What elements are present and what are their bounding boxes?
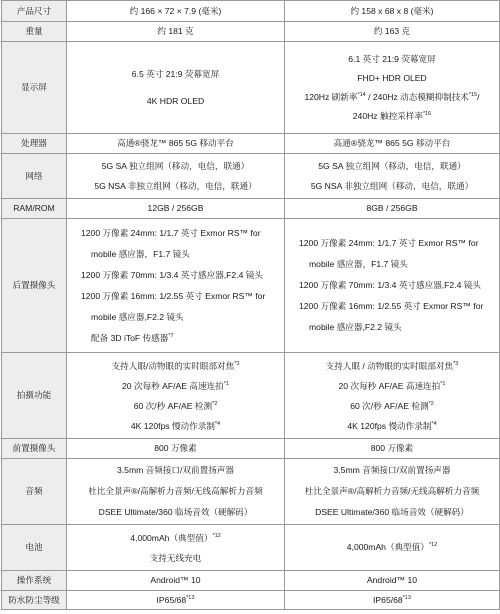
spec-value-a: 12GB / 256GB [67, 199, 285, 219]
spec-line: 6.1 英寸 21:9 荧幕宽屏 [348, 53, 436, 64]
spec-line: mobile 感应器,F2.2 镜头 [91, 311, 184, 322]
spec-line [69, 416, 282, 436]
footnote-mark: *2 [428, 400, 434, 407]
footnote-mark: *4 [431, 420, 437, 427]
spec-comparison-table [1, 0, 500, 610]
spec-line: 1200 万像素 70mm: 1/3.4 英寸感应器,F2.4 镜头 [81, 269, 263, 280]
row-label: 显示屏 [2, 42, 67, 134]
row-front-camera [2, 439, 500, 459]
spec-line [69, 356, 282, 376]
spec-value-a [67, 459, 285, 525]
spec-line: 4K HDR OLED [146, 95, 205, 106]
spec-value-a [67, 353, 285, 439]
spec-line: FHD+ HDR OLED [357, 72, 427, 83]
row-label: 后置摄像头 [2, 219, 67, 353]
spec-line: DSEE Ultimate/360 临场音效（硬解码） [315, 507, 469, 517]
footnote-mark: *2 [212, 400, 218, 407]
spec-text: 120Hz 刷新率 [304, 91, 358, 102]
row-audio [2, 459, 500, 525]
spec-line [287, 356, 497, 376]
spec-line [287, 107, 497, 126]
spec-value-b [285, 154, 500, 199]
spec-value-a: 800 万像素 [67, 439, 285, 459]
spec-line [287, 88, 497, 107]
row-label: 前置摄像头 [2, 439, 67, 459]
row-rear-camera [2, 219, 500, 353]
spec-line: 5G SA 独立组网（移动，电信，联通） [101, 161, 250, 171]
spec-line [81, 328, 282, 349]
spec-line: 1200 万像素 24mm: 1/1.7 英寸 Exmor RS™ for [81, 227, 261, 238]
spec-line [287, 396, 497, 416]
row-label: 音频 [2, 459, 67, 525]
spec-text: 20 次每秒 AF/AE 高速连拍 [122, 380, 224, 391]
spec-value-b: 约 158 x 68 x 8 (毫米) [285, 1, 500, 22]
footnote-mark: *1 [223, 380, 229, 387]
spec-text: 支持人眼/动物眼的实时眼部对焦 [111, 360, 235, 371]
row-weight [2, 22, 500, 42]
spec-value-a [67, 154, 285, 199]
spec-value-b: 高通®骁龙™ 865 5G 移动平台 [285, 134, 500, 154]
row-dimensions [2, 1, 500, 22]
spec-text: IP65/68 [373, 594, 403, 605]
spec-value-b [285, 525, 500, 571]
row-battery [2, 525, 500, 571]
footnote-mark: *13 [402, 594, 411, 601]
spec-value-b: 约 163 克 [285, 22, 500, 42]
footnote-mark: *3 [234, 360, 240, 367]
spec-line: 6.5 英寸 21:9 荧幕宽屏 [131, 68, 220, 79]
footnote-mark: *16 [422, 110, 432, 117]
spec-value-b: Android™ 10 [285, 571, 500, 591]
spec-text: 4K 120fps 慢动作录制 [347, 420, 432, 431]
spec-line: 3.5mm 音频接口/双前置扬声器 [117, 465, 234, 475]
spec-line [69, 376, 282, 396]
row-label: 防水防尘等级 [2, 591, 67, 610]
spec-value-a [67, 42, 285, 134]
spec-value-b [285, 459, 500, 525]
spec-line [287, 376, 497, 396]
footnote-mark: *3 [453, 360, 459, 367]
spec-text: 支持人眼 / 动物眼的实时眼部对焦 [325, 360, 454, 371]
spec-line [287, 416, 497, 436]
row-label: 处理器 [2, 134, 67, 154]
row-shooting-features [2, 353, 500, 439]
spec-text: 60 次/秒 AF/AE 检测 [350, 400, 429, 411]
row-processor [2, 134, 500, 154]
spec-line: 1200 万像素 24mm: 1/1.7 英寸 Exmor RS™ for [299, 238, 479, 248]
spec-value-b [285, 219, 500, 353]
spec-text: 4,000mAh（典型值） [130, 532, 213, 543]
row-display [2, 42, 500, 134]
spec-line: 5G NSA 非独立组网（移动，电信，联通） [94, 181, 257, 191]
footnote-mark: *15 [468, 91, 478, 98]
spec-text: 配备 3D iToF 传感器 [91, 332, 169, 343]
row-label: RAM/ROM [2, 199, 67, 219]
row-label: 网络 [2, 154, 67, 199]
row-os [2, 571, 500, 591]
spec-line: mobile 感应器，F1.7 镜头 [91, 248, 190, 259]
row-label: 电池 [2, 525, 67, 571]
footnote-mark: *12 [428, 542, 438, 549]
spec-value-b: 8GB / 256GB [285, 199, 500, 219]
row-label: 重量 [2, 22, 67, 42]
spec-line: 1200 万像素 16mm: 1/2.55 英寸 Exmor RS™ for [81, 290, 266, 301]
spec-line: 杜比全景声®/高解析力音频/无线高解析力音频 [304, 486, 480, 496]
spec-line: 支持无线充电 [149, 552, 202, 563]
footnote-mark: *4 [214, 420, 221, 427]
spec-text: 60 次/秒 AF/AE 检测 [133, 400, 213, 411]
spec-text: 4K 120fps 慢动作录制 [130, 420, 215, 431]
spec-value-b [285, 591, 500, 610]
spec-text: 4,000mAh（典型值） [346, 542, 429, 553]
spec-value-a: 约 181 克 [67, 22, 285, 42]
spec-value-a: 高通®骁龙™ 865 5G 移动平台 [67, 134, 285, 154]
spec-line: 5G NSA 非独立组网（移动，电信，联通） [310, 181, 474, 191]
spec-line [69, 528, 282, 548]
row-ip-rating [2, 591, 500, 610]
spec-line: 5G SA 独立组网（移动，电信，联通） [318, 161, 466, 171]
spec-line [69, 396, 282, 416]
spec-line: mobile 感应器,F2.2 镜头 [309, 322, 402, 332]
spec-value-a [67, 591, 285, 610]
spec-line: 1200 万像素 70mm: 1/3.4 英寸感应器,F2.4 镜头 [299, 280, 481, 290]
footnote-mark: *1 [440, 380, 446, 387]
footnote-mark: *7 [168, 332, 174, 339]
footnote-mark: *12 [212, 532, 221, 539]
spec-line: 3.5mm 音频接口/双前置扬声器 [333, 465, 451, 475]
row-label: 操作系统 [2, 571, 67, 591]
spec-line: mobile 感应器，F1.7 镜头 [309, 259, 408, 269]
row-network [2, 154, 500, 199]
spec-text: / [477, 91, 480, 102]
row-label: 拍摄功能 [2, 353, 67, 439]
spec-value-a [67, 525, 285, 571]
spec-line: 杜比全景声®/高解析力音频/无线高解析力音频 [88, 486, 263, 496]
row-ram-rom [2, 199, 500, 219]
spec-value-b: 800 万像素 [285, 439, 500, 459]
spec-line: 1200 万像素 16mm: 1/2.55 英寸 Exmor RS™ for [299, 301, 484, 311]
spec-text: IP65/68 [156, 594, 187, 605]
spec-value-a: 约 166 × 72 × 7.9 (毫米) [67, 1, 285, 22]
spec-line: DSEE Ultimate/360 临场音效（硬解码） [98, 507, 253, 517]
spec-line [287, 542, 497, 553]
spec-value-b [285, 42, 500, 134]
spec-value-a [67, 219, 285, 353]
spec-value-a: Android™ 10 [67, 571, 285, 591]
row-label: 产品尺寸 [2, 1, 67, 22]
spec-text: 240Hz 触控采样率 [352, 110, 423, 121]
footnote-mark: *14 [357, 91, 366, 98]
spec-text: 20 次每秒 AF/AE 高速连拍 [338, 380, 441, 391]
spec-value-b [285, 353, 500, 439]
spec-text: / 240Hz 动态模糊抑制技术 [365, 91, 469, 102]
footnote-mark: *13 [186, 594, 195, 601]
